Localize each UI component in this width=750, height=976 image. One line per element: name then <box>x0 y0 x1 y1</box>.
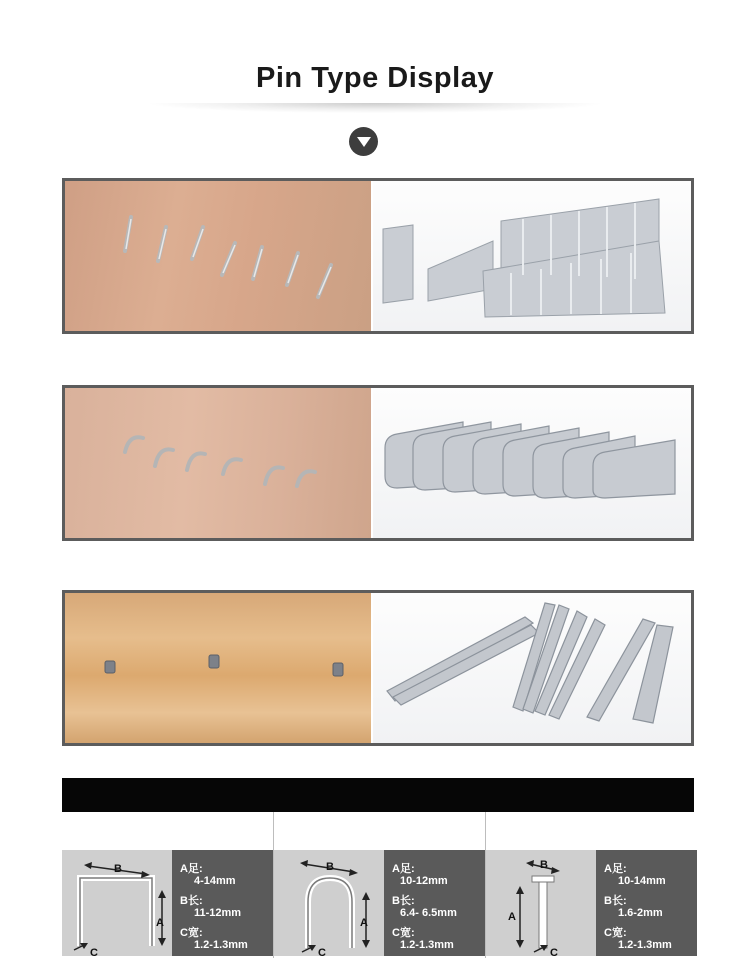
dimension-label-a: A <box>156 917 164 929</box>
spec-label-a: A足: <box>180 863 203 875</box>
t-nail-photo-panel <box>62 590 694 746</box>
round-staple-wood-photo <box>65 388 371 538</box>
dimension-label-a: A <box>508 911 516 923</box>
dimension-label-b: B <box>540 859 548 871</box>
dimension-label-b: B <box>326 861 334 873</box>
t-nail-spec-values <box>596 850 697 956</box>
spec-table-header <box>62 778 694 812</box>
spec-table <box>62 812 694 958</box>
spec-column-round-staple <box>274 812 485 958</box>
round-staple-spec-values <box>384 850 485 956</box>
spec-label-c: C宽: <box>392 927 415 939</box>
spec-value-b: 6.4- 6.5mm <box>400 907 457 919</box>
spec-value-a: 10-12mm <box>400 875 448 887</box>
u-staple-photo-panel <box>62 178 694 334</box>
page-title: Pin Type Display <box>256 62 494 94</box>
u-staple-strip-photo <box>373 181 691 331</box>
spec-label-c: C宽: <box>180 927 203 939</box>
u-staple-diagram <box>62 850 172 956</box>
t-nail-diagram <box>486 850 596 956</box>
scroll-down-icon[interactable] <box>349 127 378 156</box>
spec-value-a: 4-14mm <box>194 875 236 887</box>
spec-column-t-nail <box>486 812 697 958</box>
spec-value-c: 1.2-1.3mm <box>618 939 672 951</box>
spec-label-a: A足: <box>604 863 627 875</box>
spec-label-b: B长: <box>180 895 203 907</box>
spec-value-c: 1.2-1.3mm <box>400 939 454 951</box>
spec-value-c: 1.2-1.3mm <box>194 939 248 951</box>
dimension-label-c: C <box>550 947 558 956</box>
round-staple-strip-photo <box>373 388 691 538</box>
spec-label-b: B长: <box>604 895 627 907</box>
round-staple-photo-panel <box>62 385 694 541</box>
spec-label-b: B长: <box>392 895 415 907</box>
dimension-label-c: C <box>90 947 98 956</box>
spec-column-u-staple <box>62 812 273 958</box>
u-staple-wood-photo <box>65 181 371 331</box>
dimension-label-c: C <box>318 947 326 956</box>
dimension-label-b: B <box>114 863 122 875</box>
title-underline-shadow <box>150 103 600 113</box>
round-staple-diagram <box>274 850 384 956</box>
spec-label-c: C宽: <box>604 927 627 939</box>
spec-value-b: 11-12mm <box>194 907 242 919</box>
t-nail-wood-photo <box>65 593 371 743</box>
spec-value-b: 1.6-2mm <box>618 907 663 919</box>
u-staple-spec-values <box>172 850 273 956</box>
spec-label-a: A足: <box>392 863 415 875</box>
dimension-label-a: A <box>360 917 368 929</box>
t-nail-strip-photo <box>373 593 691 743</box>
spec-value-a: 10-14mm <box>618 875 666 887</box>
